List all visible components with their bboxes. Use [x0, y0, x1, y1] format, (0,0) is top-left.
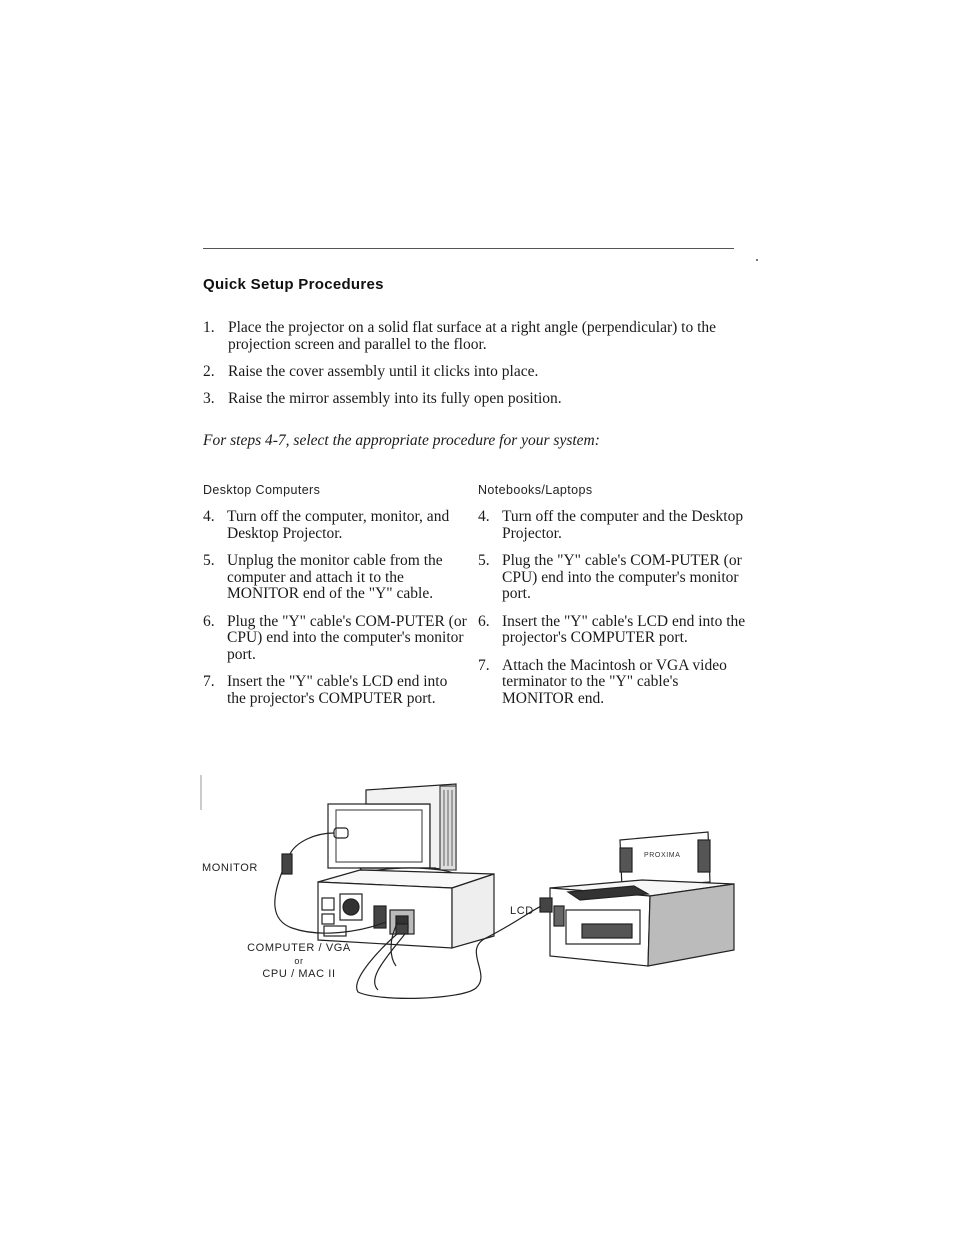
step-item	[203, 614, 468, 664]
step-text: Unplug the monitor cable from the computer and attach it to the MONITOR end of the "Y" cable.	[227, 552, 443, 602]
step-number: 7.	[478, 656, 490, 674]
step-text: Raise the mirror assembly into its fully open position.	[228, 390, 562, 407]
monitor-label: MONITOR	[202, 862, 258, 874]
step-number: 5.	[203, 552, 215, 569]
section-heading: Quick Setup Procedures	[203, 276, 384, 293]
notebooks-heading: Notebooks/Laptops	[478, 483, 593, 497]
step-text: Plug the "Y" cable's COM-PUTER (or CPU) end into the computer's monitor port.	[227, 612, 467, 663]
monitor-drawing	[328, 784, 456, 884]
step-number: 6.	[203, 612, 215, 630]
desktop-heading: Desktop Computers	[203, 483, 321, 497]
step-text: Insert the "Y" cable's LCD end into the projector's COMPUTER port.	[502, 612, 746, 646]
setup-steps	[203, 319, 743, 417]
step-text: Place the projector on a solid flat surface at a right angle (perpendicular) to the projection screen and parallel to the floor.	[228, 319, 717, 353]
step-number: 2.	[203, 363, 215, 380]
step-item	[203, 674, 468, 707]
step-item	[478, 509, 748, 542]
step-text: Raise the cover assembly until it clicks into place.	[228, 363, 539, 380]
step-text: Turn off the computer and the Desktop Projector.	[502, 508, 744, 542]
step-number: 3.	[203, 390, 215, 407]
setup-illustration	[200, 770, 745, 1000]
step-number: 4.	[478, 508, 490, 525]
computer-drawing	[318, 870, 494, 948]
lcd-label: LCD	[510, 905, 534, 917]
cpu-mac-label: CPU / MAC II	[262, 968, 336, 980]
desktop-steps	[203, 509, 468, 718]
step-item	[478, 658, 748, 708]
system-note: For steps 4-7, select the appropriate procedure for your system:	[203, 432, 600, 449]
step-item	[203, 319, 743, 353]
step-number: 6.	[478, 612, 490, 630]
step-item	[203, 390, 743, 407]
step-number: 5.	[478, 552, 490, 569]
step-number: 1.	[203, 319, 215, 336]
step-text: Insert the "Y" cable's LCD end into the projector's COMPUTER port.	[227, 673, 448, 707]
step-text: Attach the Macintosh or VGA video terminator to the "Y" cable's MONITOR end.	[502, 656, 727, 707]
scan-speck	[756, 259, 758, 261]
step-item	[203, 553, 468, 603]
brand-label: PROXIMA	[644, 852, 681, 859]
or-label: or	[294, 956, 304, 966]
step-text: Plug the "Y" cable's COM-PUTER (or CPU) end into the computer's monitor port.	[502, 552, 742, 602]
step-item	[203, 509, 468, 542]
projector-drawing	[550, 832, 734, 966]
step-number: 4.	[203, 508, 215, 525]
step-item	[478, 614, 748, 647]
computer-vga-label: COMPUTER / VGA	[247, 942, 351, 954]
step-item	[203, 363, 743, 380]
header-rule	[203, 248, 734, 249]
step-number: 7.	[203, 673, 215, 690]
step-item	[478, 553, 748, 603]
step-text: Turn off the computer, monitor, and Desktop Projector.	[227, 508, 450, 542]
notebook-steps	[478, 509, 748, 718]
